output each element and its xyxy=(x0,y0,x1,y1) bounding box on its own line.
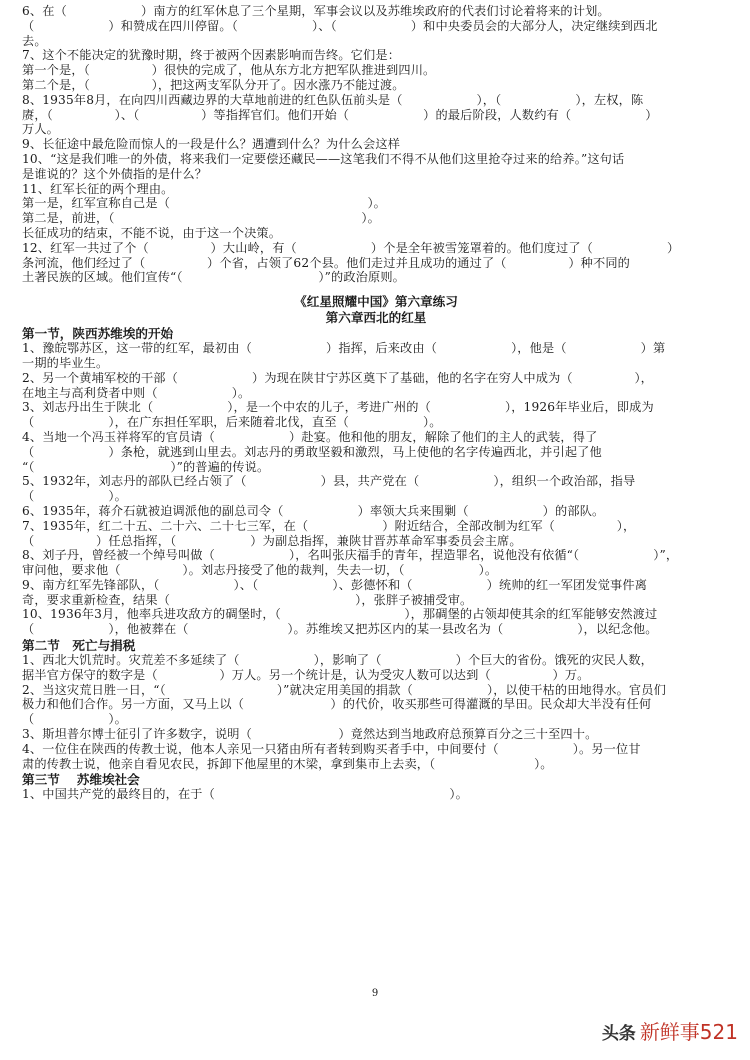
text-line: 8、1935年8月，在向四川西藏边界的大草地前进的红色队伍前头是（ ），（ ），左权，陈 xyxy=(22,92,644,107)
text-line: 7、1935年，红二十五、二十六、二十七三军，在（ ）附近结合，全部改制为红军（ ）， xyxy=(22,518,636,533)
text-line: 第二个是，（ ），把这两支军队分开了。因水涨乃不能过渡。 xyxy=(22,77,405,92)
text-line: 8、刘子丹，曾经被一个绰号叫做（ ），名叫张庆福手的青年，捏造罪名，说他没有依循“（ ）”， xyxy=(22,548,679,563)
text-line: 1、豫皖鄂苏区，这一带的红军，最初由（ ）指挥，后来改由（ ），他是（ ）第 xyxy=(22,341,666,356)
section-2 xyxy=(22,638,730,771)
section-3 xyxy=(22,772,730,802)
text-line: 是谁说的？这个外债指的是什么？ xyxy=(22,166,208,181)
text-line: 7、这个不能决定的犹豫时期，终于被两个因素影响而告终。它们是： xyxy=(22,48,401,63)
text-line: 赓，（ ）、（ ）等指挥官们。他们开始（ ）的最后阶段，人数约有（ ） xyxy=(22,107,658,122)
text-line: 3、刘志丹出生于陕北（ ），是一个中农的儿子，考进广州的（ ），1926年毕业后，即成为 xyxy=(22,400,654,415)
text-line: 12、红军一共过了个（ ）大山岭，有（ ）个是全年被雪笼罩着的。他们度过了（ ） xyxy=(22,240,680,255)
text-line: 第一是，红军宣称自己是（ ）。 xyxy=(22,196,387,211)
text-line: 1、西北大饥荒时。灾荒差不多延续了（ ），影响了（ ）个巨大的省份。饿死的灾民人数， xyxy=(22,653,654,668)
text-line: 去。 xyxy=(22,33,47,48)
text-line: 10、1936年3月，他率兵进攻敌方的碉堡时，（ ），那碉堡的占领却使其余的红军能够安然渡过 xyxy=(22,607,658,622)
text-line: （ ）。 xyxy=(22,489,127,504)
text-line: 6、1935年，蒋介石就被迫调派他的副总司令（ ）率领大兵来围剿（ ）的部队。 xyxy=(22,503,605,518)
watermark-brand: 头条 xyxy=(601,1024,636,1044)
text-line: 2、另一个黄埔军校的干部（ ）为现在陕甘宁苏区奠下了基础，他的名字在穷人中成为（ ）， xyxy=(22,370,654,385)
text-line: 9、南方红军先锋部队，（ ）、（ ）、彭德怀和（ ）统帅的红一军团发觉事件离 xyxy=(22,577,648,592)
text-line: 9、长征途中最危险而惊人的一段是什么？遇遭到什么？为什么会这样 xyxy=(22,137,401,152)
text-line: 4、当地一个冯玉祥将军的官员请（ ）赴宴。他和他的朋友，解除了他们的主人的武装，得了 xyxy=(22,429,598,444)
previous-chapter-exercises xyxy=(22,4,730,285)
text-line: 6、在（ ）南方的红军休息了三个星期，军事会议以及苏维埃政府的代表们讨论着将来的计划。 xyxy=(22,4,610,18)
text-line: 2、当这灾荒日胜一日，“（ ）”就决定用美国的捐款（ ），以使干枯的田地得水。官员们 xyxy=(22,682,666,697)
text-line: 极力和他们合作。另一方面，又马上以（ ）的代价，收买那些可得灌溉的旱田。民众却大半没有任何 xyxy=(22,697,652,712)
section-1 xyxy=(22,326,730,637)
text-line: 肃的传教士说，他亲自看见农民，拆卸下他屋里的木梁，拿到集市上去卖，（ ）。 xyxy=(22,756,553,771)
text-line: （ ）条枪，就逃到山里去。刘志丹的勇敢坚毅和激烈，马上使他的名字传遍西北，并引起了他 xyxy=(22,444,602,459)
section-heading: 第一节，陕西苏维埃的开始 xyxy=(22,326,174,342)
text-line: （ ）和赞成在四川停留。（ ）、（ ）和中央委员会的大部分人，决定继续到西北 xyxy=(22,18,658,33)
text-line: （ ）。 xyxy=(22,712,127,727)
text-line: 10、“这是我们唯一的外债，将来我们一定要偿还藏民——这笔我们不得不从他们这里抢夺过来的给养。”这句话 xyxy=(22,151,625,166)
text-line: 长征成功的结束，不能不说，由于这一个决策。 xyxy=(22,225,282,240)
text-line: 1、中国共产党的最终目的，在于（ ）。 xyxy=(22,787,468,802)
text-line: （ ）任总指挥，（ ）为副总指挥，兼陕甘晋苏革命军事委员会主席。 xyxy=(22,533,522,548)
book-title: 《红星照耀中国》第六章练习 xyxy=(294,294,458,310)
text-line: 一期的毕业生。 xyxy=(22,355,109,370)
text-line: （ ），他被葬在（ ）。苏维埃又把苏区内的某一县改名为（ ），以纪念他。 xyxy=(22,622,658,637)
text-line: （ ），在广东担任军职，后来随着北伐，直至（ ）。 xyxy=(22,415,442,430)
text-line: 奇，要求重新检查，结果（ ），张胖子被捕受审。 xyxy=(22,592,473,607)
text-line: 万人。 xyxy=(22,122,60,137)
section-heading: 第二节 死亡与捐税 xyxy=(22,638,136,654)
watermark-account: 新鲜事521 xyxy=(639,1020,738,1044)
text-line: 条河流，他们经过了（ ）个省，占领了62个县。他们走过并且成功的通过了（ ）种不同的 xyxy=(22,255,631,270)
text-line: 在地主与高利贷者中则（ ）。 xyxy=(22,385,251,400)
text-line: 11、红军长征的两个理由。 xyxy=(22,181,174,196)
chapter-title: 第六章西北的红星 xyxy=(325,309,427,325)
text-line: 第一个是，（ ）很快的完成了，他从东方北方把军队推进到四川。 xyxy=(22,63,436,78)
text-line: 土著民族的区域。他们宣传“（ ）”的政治原则。 xyxy=(22,270,406,285)
page-number: 9 xyxy=(371,988,379,999)
text-line: “（ ）”的普遍的传说。 xyxy=(22,459,270,474)
watermark xyxy=(602,1016,738,1045)
text-line: 审问他，要求他（ ）。刘志丹接受了他的裁判，失去一切，（ ）。 xyxy=(22,563,498,578)
text-line: 第二是，前进，（ ）。 xyxy=(22,211,380,226)
document-content xyxy=(22,4,730,802)
text-line: 4、一位住在陕西的传教士说，他本人亲见一只猪由所有者转到购买者手中，中间要付（ ）。另一位甘 xyxy=(22,741,641,756)
section-heading: 第三节 苏维埃社会 xyxy=(22,772,140,788)
text-line: 5、1932年，刘志丹的部队已经占领了（ ）县，共产党在（ ），组织一个政治部，指导 xyxy=(22,474,636,489)
text-line: 据半官方保守的数字是（ ）万人。另一个统计是，认为受灾人数可以达到（ ）万。 xyxy=(22,667,590,682)
text-line: 3、斯坦普尔博士征引了许多数字，说明（ ）竟然达到当地政府总预算百分之三十至四十。 xyxy=(22,727,598,742)
